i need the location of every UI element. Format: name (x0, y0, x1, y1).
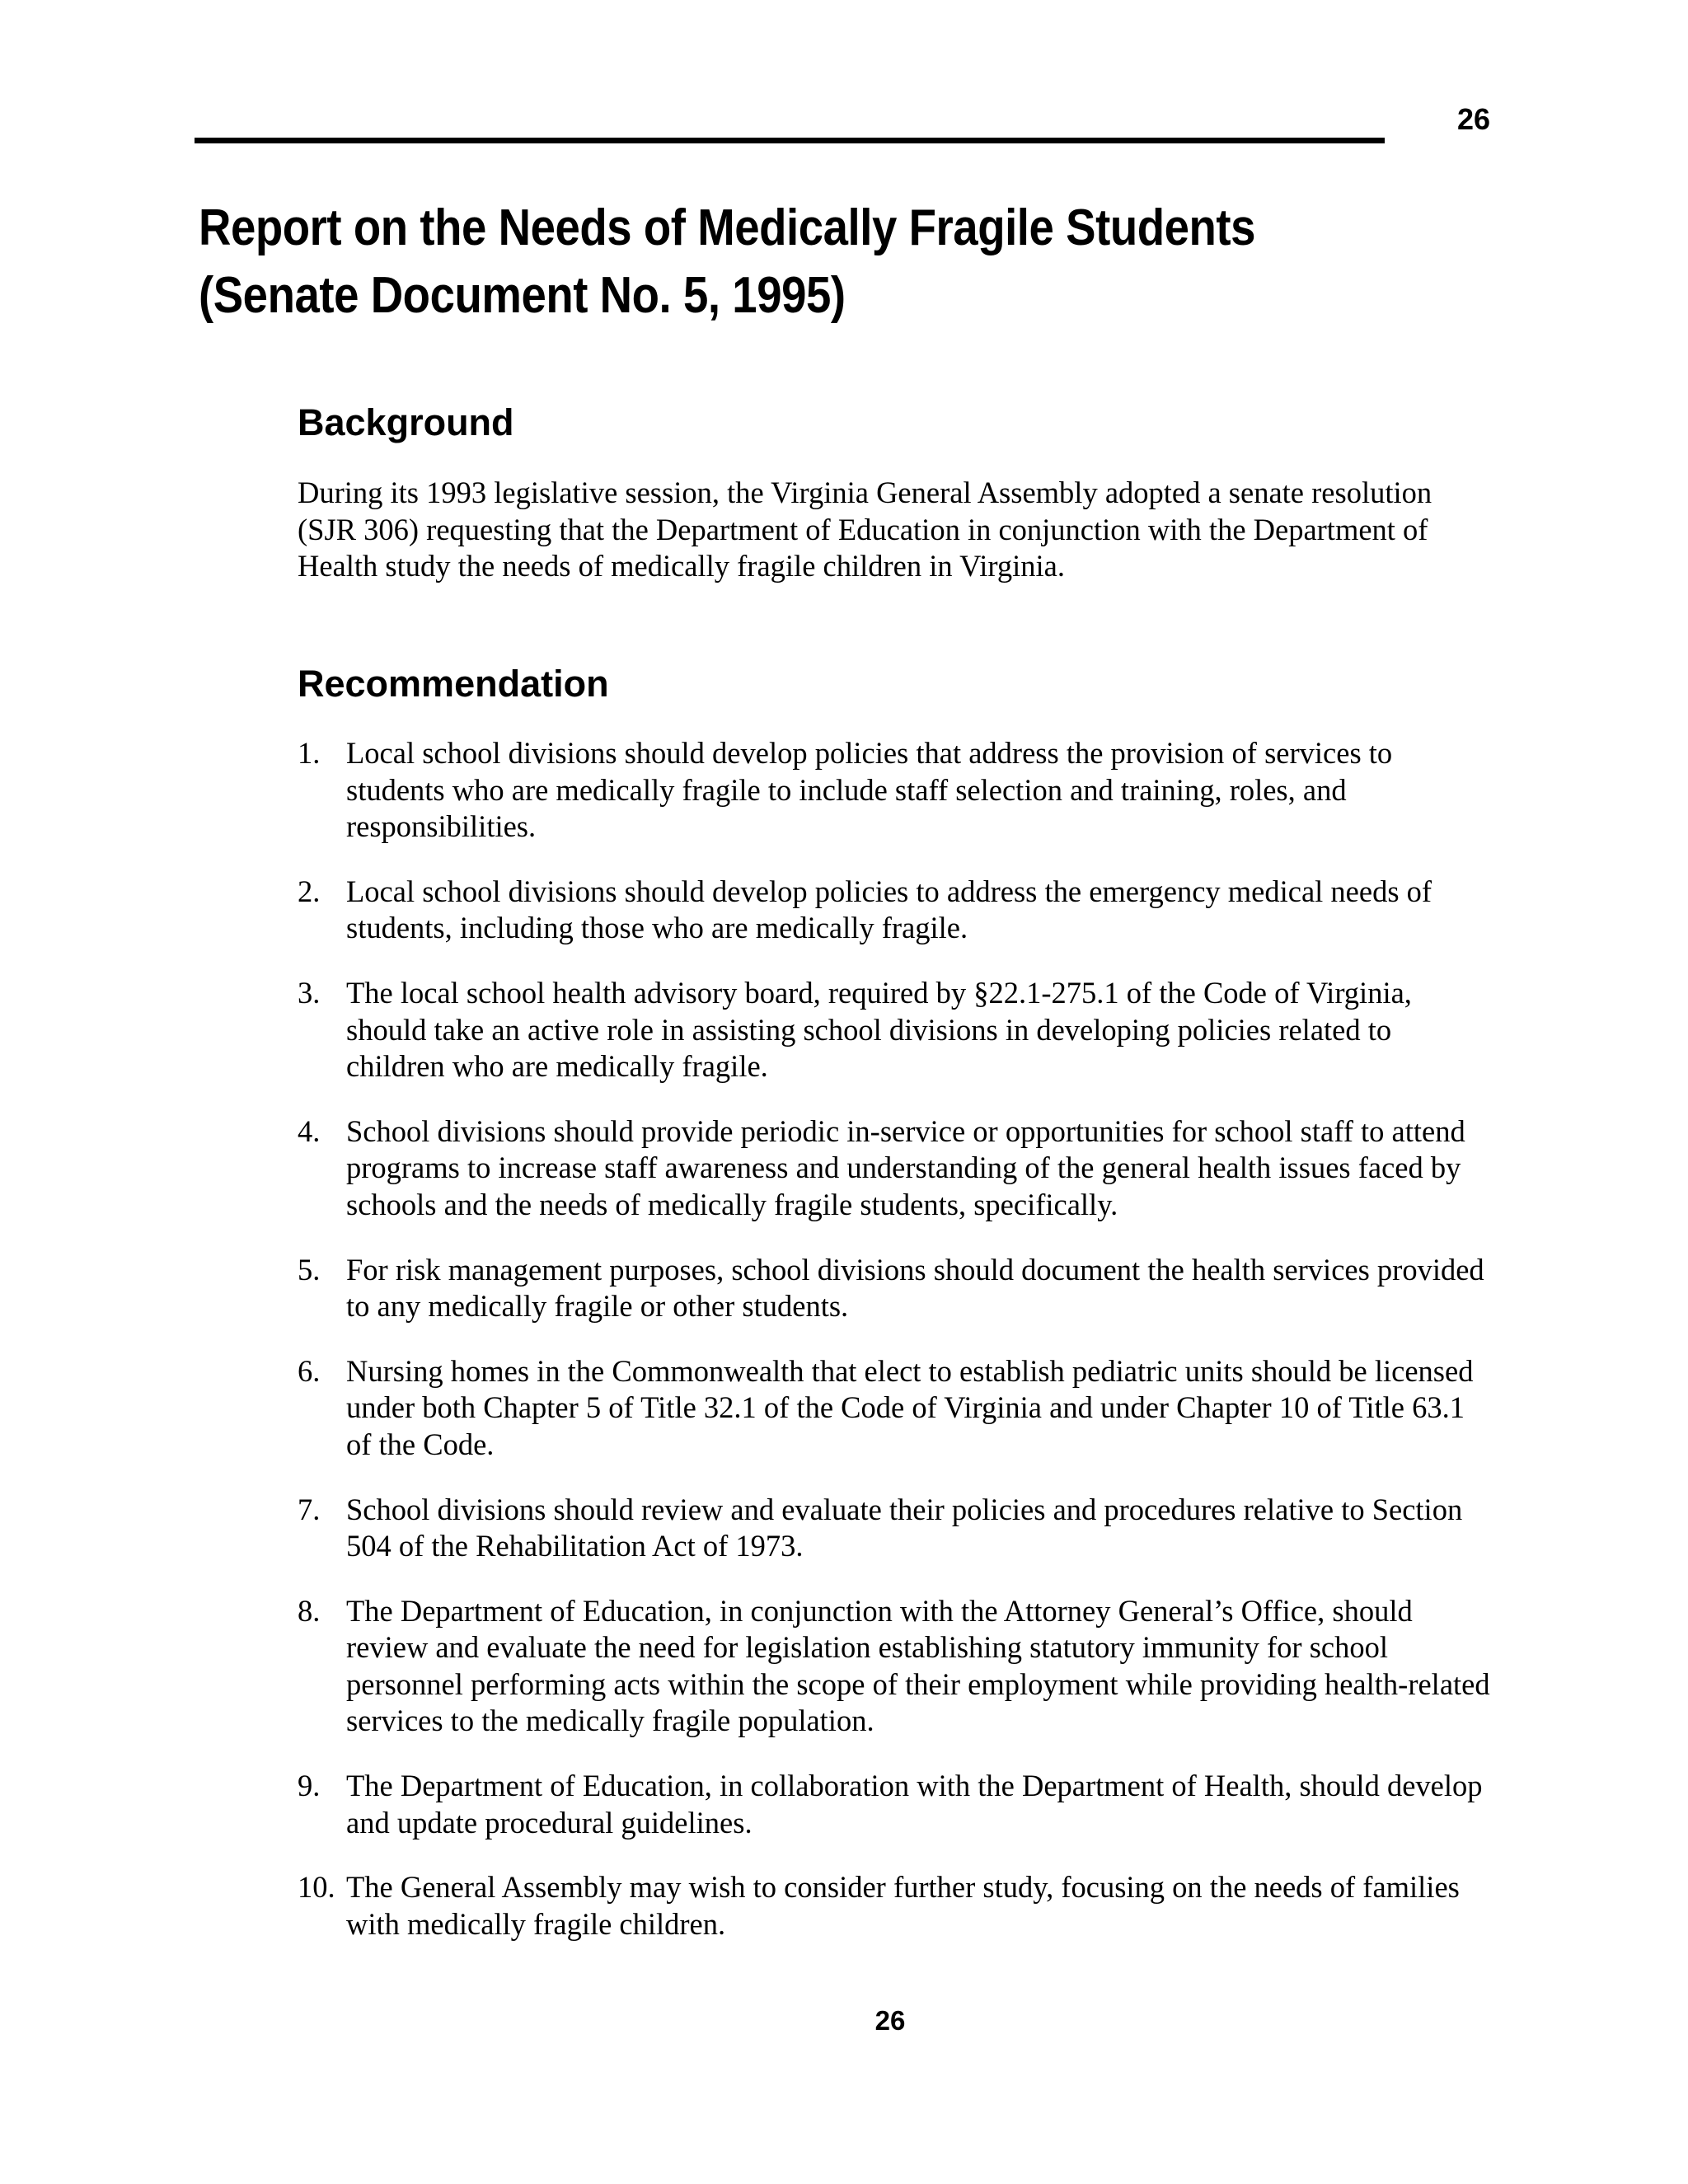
recommendation-number: 10. (298, 1870, 335, 1905)
recommendation-item (298, 1353, 1493, 1464)
recommendation-item (298, 1492, 1493, 1565)
recommendation-text: The Department of Education, in conjunction with the Attorney General’s Office, should review and evaluate the need for legislation establishing statutory immunity for school personnel performing acts within the scope of their employment while providing health-related services to the medically fragile population. (346, 1593, 1490, 1738)
header-rule (195, 138, 1385, 143)
recommendation-text: For risk management purposes, school divisions should document the health services provided to any medically fragile or other students. (346, 1252, 1484, 1324)
recommendation-item (298, 735, 1493, 846)
document-title: Report on the Needs of Medically Fragile Students (Senate Document No. 5, 1995) (199, 199, 1256, 324)
recommendation-heading: Recommendation (298, 663, 609, 705)
recommendation-text: The Department of Education, in collaboration with the Department of Health, should develop and update procedural guidelines. (346, 1769, 1483, 1840)
footer-page-number: 26 (874, 2005, 906, 2036)
recommendation-text: Nursing homes in the Commonwealth that elect to establish pediatric units should be licensed under both Chapter 5 of Title 32.1 of the Code of Virginia and under Chapter 10 of Title 63.1 of the Code. (346, 1353, 1474, 1461)
recommendation-item (298, 1113, 1493, 1224)
recommendation-item (298, 1252, 1493, 1325)
recommendation-number: 4. (298, 1113, 321, 1148)
recommendation-item (298, 1768, 1493, 1841)
recommendation-number: 9. (298, 1769, 321, 1803)
recommendation-item (298, 975, 1493, 1085)
recommendation-number: 1. (298, 736, 321, 770)
recommendation-text: The General Assembly may wish to consider further study, focusing on the needs of families with medically fragile children. (346, 1870, 1460, 1941)
recommendation-number: 3. (298, 975, 321, 1010)
recommendation-item (298, 1869, 1493, 1943)
recommendation-text: School divisions should provide periodic in-service or opportunities for school staff to attend programs to increase staff awareness and understanding of the general health issues faced by schools and the needs of medically fragile students, specifically. (346, 1113, 1465, 1221)
recommendation-item (298, 874, 1493, 947)
header-page-number: 26 (1456, 102, 1490, 136)
recommendation-text: The local school health advisory board, required by §22.1-275.1 of the Code of Virginia, should take an active role in assisting school divisions in developing policies related to children who are medically fragile. (346, 975, 1412, 1084)
recommendation-number: 2. (298, 874, 321, 908)
recommendation-number: 6. (298, 1353, 321, 1388)
recommendation-number: 7. (298, 1492, 321, 1526)
recommendation-text: Local school divisions should develop policies that address the provision of services to students who are medically fragile to include staff selection and training, roles, and responsibilities. (346, 736, 1393, 844)
recommendation-text: School divisions should review and evaluate their policies and procedures relative to Section 504 of the Rehabilitation Act of 1973. (346, 1492, 1463, 1563)
recommendation-text: Local school divisions should develop policies to address the emergency medical needs of students, including those who are medically fragile. (346, 874, 1432, 945)
background-heading: Background (298, 401, 514, 443)
background-paragraph: During its 1993 legislative session, the Virginia General Assembly adopted a senate resolution (SJR 306) requesting that the Department of Education in conjunction with the Department of Health study the needs of medically fragile children in Virginia. (298, 476, 1432, 583)
recommendation-number: 5. (298, 1252, 321, 1286)
recommendation-number: 8. (298, 1593, 321, 1628)
recommendation-list (298, 735, 1493, 1971)
recommendation-item (298, 1593, 1493, 1740)
